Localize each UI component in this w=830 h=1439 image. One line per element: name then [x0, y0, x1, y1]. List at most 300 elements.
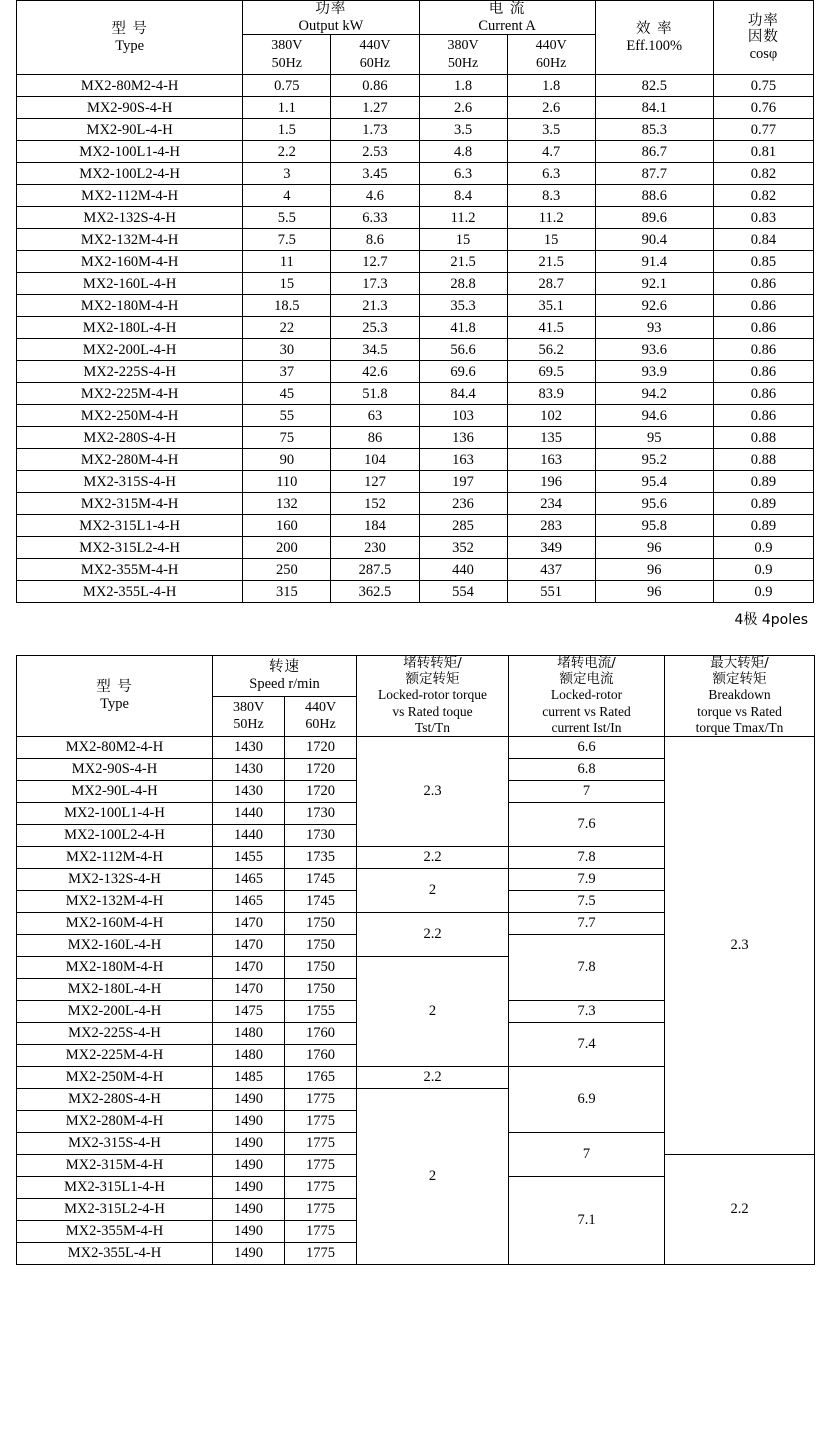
cell-speed-50hz: 1490 [213, 1088, 285, 1110]
cell-speed-60hz: 1750 [285, 956, 357, 978]
cell-value: 6.33 [331, 207, 419, 229]
cell-value: 85.3 [595, 119, 713, 141]
cell-value: 200 [243, 537, 331, 559]
cell-speed-60hz: 1775 [285, 1198, 357, 1220]
poles-note-4pole [0, 609, 808, 629]
cell-type: MX2-90L-4-H [17, 119, 243, 141]
cell-value: 86 [331, 427, 419, 449]
cell-value: 95.2 [595, 449, 713, 471]
poles-note-text: 4极 4poles [734, 612, 808, 629]
cell-value: 63 [331, 405, 419, 427]
cell-value: 1.27 [331, 97, 419, 119]
header2-speed-440v-freq: 60Hz [305, 717, 336, 733]
cell-locked-rotor-current: 7 [509, 780, 665, 802]
cell-value: 0.84 [713, 229, 813, 251]
table-row [17, 559, 814, 581]
cell-value: 160 [243, 515, 331, 537]
table-row [17, 581, 814, 603]
table-row [17, 427, 814, 449]
cell-locked-rotor-current: 7.1 [509, 1176, 665, 1264]
header-efficiency [595, 1, 713, 75]
cell-value: 93.6 [595, 339, 713, 361]
cell-type: MX2-280M-4-H [17, 449, 243, 471]
cell-value: 0.86 [713, 339, 813, 361]
cell-locked-rotor-current: 7.9 [509, 868, 665, 890]
cell-value: 95.8 [595, 515, 713, 537]
header2-lrc-en-1: Locked-rotor [550, 687, 623, 703]
cell-value: 3.5 [507, 119, 595, 141]
cell-locked-rotor-torque: 2 [357, 1088, 509, 1264]
cell-value: 132 [243, 493, 331, 515]
cell-value: 234 [507, 493, 595, 515]
cell-value: 3.5 [419, 119, 507, 141]
cell-locked-rotor-current: 7.3 [509, 1000, 665, 1022]
cell-speed-60hz: 1775 [285, 1110, 357, 1132]
cell-value: 196 [507, 471, 595, 493]
cell-value: 0.82 [713, 185, 813, 207]
cell-value: 8.4 [419, 185, 507, 207]
cell-value: 1.8 [419, 75, 507, 97]
header2-speed-440v-volt: 440V [304, 699, 337, 715]
cell-value: 0.83 [713, 207, 813, 229]
cell-value: 0.86 [713, 317, 813, 339]
cell-speed-60hz: 1775 [285, 1132, 357, 1154]
cell-value: 21.5 [507, 251, 595, 273]
cell-value: 21.3 [331, 295, 419, 317]
header2-breakdown-torque [665, 656, 815, 737]
cell-value: 197 [419, 471, 507, 493]
header-current-440v-freq: 60Hz [536, 55, 567, 71]
cell-speed-60hz: 1745 [285, 868, 357, 890]
cell-value: 17.3 [331, 273, 419, 295]
table2-body [17, 736, 815, 1264]
cell-speed-50hz: 1430 [213, 758, 285, 780]
cell-speed-60hz: 1735 [285, 846, 357, 868]
header2-lrt-cn-2: 额定转矩 [405, 670, 460, 687]
cell-speed-60hz: 1760 [285, 1022, 357, 1044]
cell-breakdown-torque: 2.2 [665, 1154, 815, 1264]
cell-type: MX2-225M-4-H [17, 1044, 213, 1066]
table-row [17, 163, 814, 185]
cell-type: MX2-132M-4-H [17, 229, 243, 251]
cell-value: 82.5 [595, 75, 713, 97]
cell-locked-rotor-torque: 2 [357, 956, 509, 1066]
table2-wrapper [16, 655, 814, 1265]
cell-value: 0.86 [331, 75, 419, 97]
cell-type: MX2-160L-4-H [17, 273, 243, 295]
cell-locked-rotor-torque: 2.2 [357, 846, 509, 868]
table1-body [17, 75, 814, 603]
cell-speed-50hz: 1470 [213, 934, 285, 956]
cell-value: 104 [331, 449, 419, 471]
header-output-380v-volt: 380V [271, 38, 303, 54]
cell-value: 110 [243, 471, 331, 493]
cell-type: MX2-112M-4-H [17, 846, 213, 868]
header2-locked-rotor-torque [357, 656, 509, 737]
cell-value: 0.9 [713, 559, 813, 581]
header-type-cn: 型 号 [111, 21, 148, 37]
cell-locked-rotor-current: 7.7 [509, 912, 665, 934]
header2-lrt-en-3: Tst/Tn [414, 719, 451, 735]
header2-type [17, 656, 213, 737]
header2-locked-rotor-current [509, 656, 665, 737]
cell-speed-60hz: 1775 [285, 1220, 357, 1242]
cell-speed-60hz: 1750 [285, 934, 357, 956]
cell-value: 152 [331, 493, 419, 515]
cell-value: 4 [243, 185, 331, 207]
cell-value: 11.2 [419, 207, 507, 229]
cell-type: MX2-132S-4-H [17, 207, 243, 229]
cell-speed-50hz: 1470 [213, 912, 285, 934]
cell-speed-60hz: 1720 [285, 758, 357, 780]
cell-speed-60hz: 1720 [285, 736, 357, 758]
header2-bdt-cn-2: 额定转矩 [712, 670, 767, 687]
cell-locked-rotor-current: 7.4 [509, 1022, 665, 1066]
cell-locked-rotor-torque: 2.3 [357, 736, 509, 846]
cell-value: 236 [419, 493, 507, 515]
cell-value: 35.1 [507, 295, 595, 317]
cell-type: MX2-90L-4-H [17, 780, 213, 802]
cell-value: 69.5 [507, 361, 595, 383]
cell-value: 0.85 [713, 251, 813, 273]
cell-value: 45 [243, 383, 331, 405]
cell-type: MX2-90S-4-H [17, 97, 243, 119]
cell-speed-50hz: 1485 [213, 1066, 285, 1088]
cell-value: 28.7 [507, 273, 595, 295]
cell-speed-50hz: 1440 [213, 824, 285, 846]
cell-type: MX2-280S-4-H [17, 1088, 213, 1110]
cell-type: MX2-315M-4-H [17, 493, 243, 515]
header2-speed [213, 656, 357, 697]
cell-type: MX2-355L-4-H [17, 1242, 213, 1264]
cell-type: MX2-280M-4-H [17, 1110, 213, 1132]
cell-type: MX2-355M-4-H [17, 1220, 213, 1242]
cell-value: 55 [243, 405, 331, 427]
cell-value: 11.2 [507, 207, 595, 229]
table-row [17, 295, 814, 317]
cell-value: 89.6 [595, 207, 713, 229]
header-current-cn: 电 流 [488, 1, 526, 17]
cell-value: 12.7 [331, 251, 419, 273]
cell-value: 96 [595, 581, 713, 603]
cell-value: 51.8 [331, 383, 419, 405]
cell-value: 15 [419, 229, 507, 251]
cell-value: 30 [243, 339, 331, 361]
header-power-factor-en: cosφ [749, 46, 778, 62]
cell-type: MX2-225S-4-H [17, 361, 243, 383]
cell-type: MX2-225M-4-H [17, 383, 243, 405]
cell-type: MX2-200L-4-H [17, 1000, 213, 1022]
cell-value: 8.6 [331, 229, 419, 251]
table-row [17, 537, 814, 559]
header2-lrc-en-2: current vs Rated [542, 703, 631, 719]
cell-speed-60hz: 1750 [285, 912, 357, 934]
cell-value: 96 [595, 537, 713, 559]
cell-type: MX2-112M-4-H [17, 185, 243, 207]
cell-speed-50hz: 1490 [213, 1242, 285, 1264]
cell-value: 6.3 [507, 163, 595, 185]
header-output-440v-volt: 440V [359, 38, 391, 54]
cell-value: 83.9 [507, 383, 595, 405]
cell-value: 0.89 [713, 493, 813, 515]
cell-value: 75 [243, 427, 331, 449]
cell-speed-60hz: 1730 [285, 802, 357, 824]
cell-value: 0.9 [713, 581, 813, 603]
cell-value: 3.45 [331, 163, 419, 185]
header2-speed-en: Speed r/min [249, 676, 320, 693]
cell-value: 184 [331, 515, 419, 537]
cell-speed-60hz: 1745 [285, 890, 357, 912]
header2-lrt-cn-1: 堵转转矩/ [403, 655, 462, 672]
table-row [17, 405, 814, 427]
cell-locked-rotor-torque: 2.2 [357, 912, 509, 956]
cell-value: 56.2 [507, 339, 595, 361]
table1-wrapper [16, 0, 814, 603]
header2-bdt-en-3: torque Tmax/Tn [695, 719, 784, 735]
cell-locked-rotor-torque: 2.2 [357, 1066, 509, 1088]
header-efficiency-en: Eff.100% [626, 37, 683, 54]
cell-speed-60hz: 1730 [285, 824, 357, 846]
cell-speed-60hz: 1765 [285, 1066, 357, 1088]
cell-locked-rotor-current: 6.6 [509, 736, 665, 758]
cell-speed-50hz: 1490 [213, 1220, 285, 1242]
cell-type: MX2-180M-4-H [17, 956, 213, 978]
cell-value: 93.9 [595, 361, 713, 383]
cell-locked-rotor-current: 7.8 [509, 934, 665, 1000]
cell-locked-rotor-current: 6.9 [509, 1066, 665, 1132]
cell-value: 127 [331, 471, 419, 493]
cell-speed-50hz: 1490 [213, 1132, 285, 1154]
cell-value: 93 [595, 317, 713, 339]
cell-value: 7.5 [243, 229, 331, 251]
cell-type: MX2-160M-4-H [17, 251, 243, 273]
cell-value: 4.6 [331, 185, 419, 207]
header2-bdt-en-2: torque vs Rated [697, 703, 782, 719]
cell-type: MX2-132S-4-H [17, 868, 213, 890]
table-row [17, 229, 814, 251]
cell-type: MX2-100L1-4-H [17, 802, 213, 824]
header2-speed-380v-volt: 380V [232, 699, 265, 715]
cell-value: 0.86 [713, 405, 813, 427]
header2-speed-cn: 转速 [269, 659, 300, 676]
cell-type: MX2-225S-4-H [17, 1022, 213, 1044]
cell-value: 0.86 [713, 361, 813, 383]
cell-type: MX2-80M2-4-H [17, 736, 213, 758]
cell-value: 0.88 [713, 449, 813, 471]
table-row [17, 471, 814, 493]
cell-value: 95.6 [595, 493, 713, 515]
cell-value: 554 [419, 581, 507, 603]
cell-value: 0.86 [713, 383, 813, 405]
cell-value: 95 [595, 427, 713, 449]
header-current-380v [419, 35, 507, 75]
header-current-440v-volt: 440V [535, 38, 567, 54]
header-output-440v-freq: 60Hz [359, 55, 391, 71]
table-row [17, 75, 814, 97]
cell-value: 136 [419, 427, 507, 449]
cell-type: MX2-100L2-4-H [17, 163, 243, 185]
cell-value: 437 [507, 559, 595, 581]
cell-type: MX2-180L-4-H [17, 317, 243, 339]
cell-value: 135 [507, 427, 595, 449]
cell-type: MX2-132M-4-H [17, 890, 213, 912]
cell-value: 92.6 [595, 295, 713, 317]
cell-value: 5.5 [243, 207, 331, 229]
cell-value: 0.86 [713, 273, 813, 295]
cell-value: 551 [507, 581, 595, 603]
cell-value: 94.6 [595, 405, 713, 427]
cell-value: 84.4 [419, 383, 507, 405]
cell-value: 90.4 [595, 229, 713, 251]
cell-type: MX2-315L1-4-H [17, 1176, 213, 1198]
table-row [17, 119, 814, 141]
cell-speed-50hz: 1490 [213, 1176, 285, 1198]
cell-value: 0.75 [243, 75, 331, 97]
header-output [243, 1, 419, 35]
table-row [17, 361, 814, 383]
cell-value: 0.77 [713, 119, 813, 141]
header2-lrt-en-1: Locked-rotor torque [377, 687, 488, 703]
cell-value: 0.88 [713, 427, 813, 449]
cell-speed-60hz: 1775 [285, 1176, 357, 1198]
header-current-380v-volt: 380V [447, 38, 479, 54]
cell-value: 2.6 [419, 97, 507, 119]
header-output-en: Output kW [298, 17, 364, 34]
cell-speed-60hz: 1775 [285, 1154, 357, 1176]
cell-value: 92.1 [595, 273, 713, 295]
cell-value: 1.5 [243, 119, 331, 141]
cell-speed-50hz: 1490 [213, 1198, 285, 1220]
cell-value: 2.2 [243, 141, 331, 163]
cell-value: 41.5 [507, 317, 595, 339]
cell-value: 21.5 [419, 251, 507, 273]
cell-speed-50hz: 1455 [213, 846, 285, 868]
cell-value: 34.5 [331, 339, 419, 361]
cell-value: 1.8 [507, 75, 595, 97]
cell-speed-60hz: 1750 [285, 978, 357, 1000]
cell-speed-50hz: 1470 [213, 978, 285, 1000]
cell-value: 87.7 [595, 163, 713, 185]
header2-bdt-en-1: Breakdown [708, 687, 771, 703]
cell-value: 4.8 [419, 141, 507, 163]
header2-lrc-cn-2: 额定电流 [559, 670, 614, 687]
cell-type: MX2-355M-4-H [17, 559, 243, 581]
cell-value: 0.81 [713, 141, 813, 163]
cell-value: 6.3 [419, 163, 507, 185]
cell-locked-rotor-current: 7.8 [509, 846, 665, 868]
header-current-en: Current A [478, 17, 536, 34]
cell-value: 91.4 [595, 251, 713, 273]
cell-value: 285 [419, 515, 507, 537]
table-row [17, 207, 814, 229]
cell-value: 0.86 [713, 295, 813, 317]
cell-speed-50hz: 1430 [213, 780, 285, 802]
cell-speed-50hz: 1470 [213, 956, 285, 978]
cell-value: 283 [507, 515, 595, 537]
cell-value: 103 [419, 405, 507, 427]
cell-value: 3 [243, 163, 331, 185]
cell-value: 0.89 [713, 471, 813, 493]
cell-value: 35.3 [419, 295, 507, 317]
table-row [17, 493, 814, 515]
cell-breakdown-torque: 2.3 [665, 736, 815, 1154]
cell-locked-rotor-current: 6.8 [509, 758, 665, 780]
cell-value: 41.8 [419, 317, 507, 339]
cell-type: MX2-315L2-4-H [17, 1198, 213, 1220]
cell-speed-60hz: 1760 [285, 1044, 357, 1066]
cell-type: MX2-90S-4-H [17, 758, 213, 780]
cell-locked-rotor-current: 7.6 [509, 802, 665, 846]
cell-value: 94.2 [595, 383, 713, 405]
cell-type: MX2-355L-4-H [17, 581, 243, 603]
table-row [17, 185, 814, 207]
cell-value: 88.6 [595, 185, 713, 207]
cell-speed-50hz: 1475 [213, 1000, 285, 1022]
header-power-factor-cn-1: 功率 [747, 12, 779, 29]
header-output-380v [243, 35, 331, 75]
header-output-440v [331, 35, 419, 75]
cell-value: 22 [243, 317, 331, 339]
cell-value: 349 [507, 537, 595, 559]
cell-value: 0.76 [713, 97, 813, 119]
cell-value: 96 [595, 559, 713, 581]
cell-speed-50hz: 1440 [213, 802, 285, 824]
header2-lrc-cn-1: 堵转电流/ [557, 655, 616, 672]
cell-value: 37 [243, 361, 331, 383]
cell-type: MX2-315L1-4-H [17, 515, 243, 537]
header-power-factor [713, 1, 813, 75]
cell-type: MX2-250M-4-H [17, 1066, 213, 1088]
cell-value: 1.73 [331, 119, 419, 141]
header-current [419, 1, 595, 35]
header-power-factor-cn-2: 因数 [747, 29, 779, 46]
cell-value: 287.5 [331, 559, 419, 581]
cell-type: MX2-280S-4-H [17, 427, 243, 449]
cell-value: 0.75 [713, 75, 813, 97]
table-row [17, 97, 814, 119]
header-current-440v [507, 35, 595, 75]
cell-value: 102 [507, 405, 595, 427]
header2-speed-380v-freq: 50Hz [233, 717, 264, 733]
cell-speed-60hz: 1775 [285, 1242, 357, 1264]
header2-lrt-en-2: vs Rated toque [392, 703, 473, 719]
cell-speed-50hz: 1430 [213, 736, 285, 758]
cell-value: 440 [419, 559, 507, 581]
cell-speed-50hz: 1465 [213, 890, 285, 912]
cell-type: MX2-100L2-4-H [17, 824, 213, 846]
cell-value: 86.7 [595, 141, 713, 163]
cell-value: 0.82 [713, 163, 813, 185]
header2-speed-380v [213, 696, 285, 736]
cell-type: MX2-315S-4-H [17, 1132, 213, 1154]
cell-value: 352 [419, 537, 507, 559]
cell-locked-rotor-torque: 2 [357, 868, 509, 912]
cell-type: MX2-160L-4-H [17, 934, 213, 956]
cell-speed-50hz: 1490 [213, 1154, 285, 1176]
header-type-en: Type [115, 37, 145, 54]
cell-speed-50hz: 1480 [213, 1044, 285, 1066]
cell-type: MX2-100L1-4-H [17, 141, 243, 163]
cell-speed-60hz: 1755 [285, 1000, 357, 1022]
table-row [17, 317, 814, 339]
cell-type: MX2-180M-4-H [17, 295, 243, 317]
cell-speed-50hz: 1465 [213, 868, 285, 890]
header2-bdt-cn-1: 最大转矩/ [710, 655, 769, 672]
cell-type: MX2-200L-4-H [17, 339, 243, 361]
cell-value: 4.7 [507, 141, 595, 163]
table-row [17, 141, 814, 163]
cell-value: 0.9 [713, 537, 813, 559]
